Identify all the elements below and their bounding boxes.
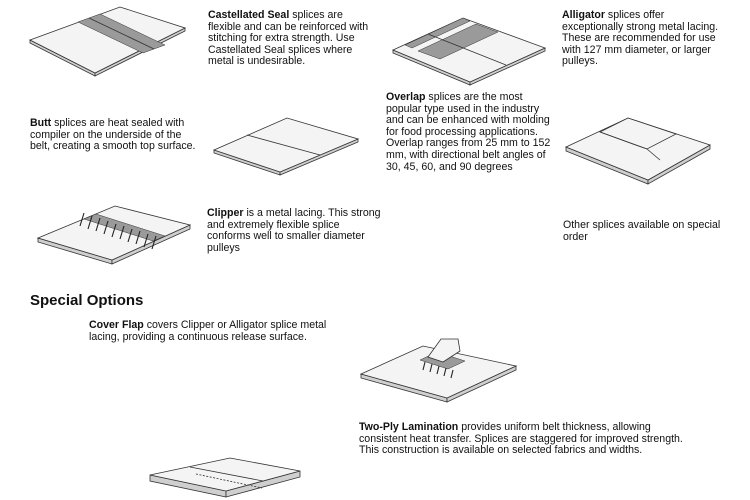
- clipper-description: Clipper is a metal lacing. This strong and extremely flexible splice conforms well to smaller diameter pulleys: [207, 207, 381, 254]
- alligator-title: Alligator: [562, 9, 605, 21]
- two-ply-title: Two-Ply Lamination: [359, 421, 459, 433]
- special-options-heading: Special Options: [30, 292, 144, 309]
- two-ply-description: Two-Ply Lamination provides uniform belt thickness, allowing consistent heat transfer. Splices are staggered for improved strength. This construction is available on selected fabrics and widths.: [359, 421, 683, 457]
- castellated-seal-description: Castellated Seal splices are flexible and can be reinforced with stitching for extra strength. Use Castellated Seal splices where metal is undesirable.: [208, 9, 369, 68]
- butt-description: Butt splices are heat sealed with compiler on the underside of the belt, creating a smooth top surface.: [30, 117, 196, 153]
- overlap-description: Overlap splices are the most popular type used in the industry and can be enhanced with molding for food processing applications. Overlap ranges from 25 mm to 152 mm, with directional belt angles of 30, 45, 60, and 90 degrees: [386, 91, 551, 173]
- alligator-description: Alligator splices offer exceptionally strong metal lacing. These are recommended for use with 127 mm diameter, or larger pulleys.: [562, 9, 719, 68]
- cover-flap-description: Cover Flap covers Clipper or Alligator splice metal lacing, providing a continuous release surface.: [89, 319, 327, 343]
- clipper-title: Clipper: [207, 207, 244, 219]
- castellated-seal-title: Castellated Seal: [208, 9, 290, 21]
- butt-title: Butt: [30, 117, 52, 129]
- other-splices-note: Other splices available on special order: [563, 219, 721, 243]
- overlap-title: Overlap: [386, 91, 426, 103]
- cover-flap-title: Cover Flap: [89, 319, 144, 331]
